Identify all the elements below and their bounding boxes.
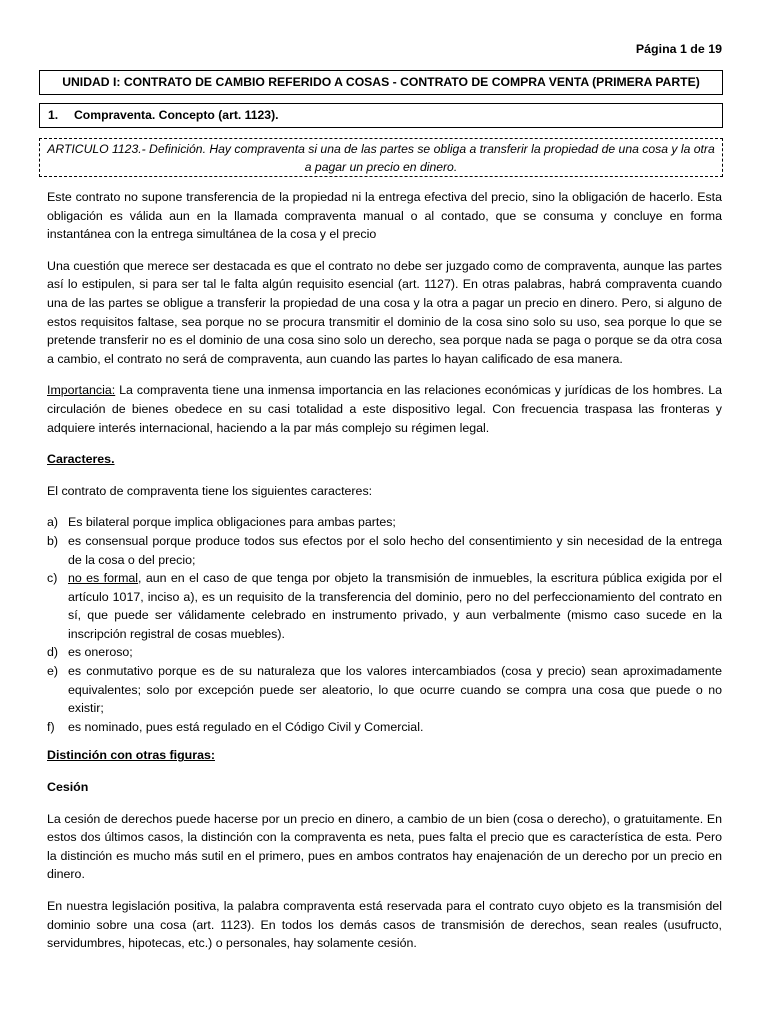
unit-title-box — [39, 70, 723, 95]
article-quote: ARTICULO 1123.- Definición. Hay compraventa si una de las partes se obliga a transferir la propiedad de una cosa y la otra a pagar un precio en dinero. — [47, 142, 715, 174]
list-letter: a) — [47, 515, 59, 530]
characters-list — [47, 513, 722, 736]
list-letter: d) — [47, 645, 59, 660]
list-item-underlined: no es formal — [68, 571, 139, 586]
list-item — [47, 662, 722, 718]
cesion-subheading: Cesión — [47, 780, 89, 795]
importancia-text: La compraventa tiene una inmensa importancia en las relaciones económicas y jurídicas de los hombres. La circulación de bienes obedece en su casi totalidad a este dispositivo legal. Con frecuencia traspasa las fronteras y adquiere interés internacional, haciendo a la par más complejo su régimen legal. — [47, 383, 722, 435]
page-number: Página 1 de 19 — [635, 42, 722, 56]
caracteres-intro: El contrato de compraventa tiene los siguientes caracteres: — [47, 483, 373, 498]
section-label: Compraventa. Concepto (art. 1123). — [74, 108, 279, 122]
list-item-text: , aun en el caso de que tenga por objeto la transmisión de inmuebles, la escritura pública exigida por el artículo 1017, inciso a), es un requisito de la transferencia del dominio, pero no del perfeccionamiento del contrato en sí, que puede ser válidamente celebrado en instrumento privado, y aun verbalmente (mismo caso sucede en la inscripción registral de cosas muebles). — [68, 571, 722, 641]
list-item-text: Es bilateral porque implica obligaciones para ambas partes; — [68, 515, 396, 530]
list-item — [47, 569, 722, 643]
list-item-text: es oneroso; — [68, 645, 133, 660]
list-item-text: es nominado, pues está regulado en el Código Civil y Comercial. — [68, 719, 424, 734]
list-letter: e) — [47, 664, 59, 679]
distincion-heading: Distinción con otras figuras: — [47, 748, 215, 763]
list-item — [47, 643, 722, 662]
list-letter: c) — [47, 571, 58, 586]
unit-title: UNIDAD I: CONTRATO DE CAMBIO REFERIDO A COSAS - CONTRATO DE COMPRA VENTA (PRIMERA PARTE) — [62, 75, 700, 89]
section-number: 1. — [48, 108, 59, 122]
article-quote-box — [39, 138, 723, 177]
section-heading-box — [39, 103, 723, 128]
document-body — [47, 188, 722, 966]
list-item — [47, 718, 722, 737]
caracteres-heading: Caracteres. — [47, 452, 115, 467]
list-item — [47, 513, 722, 532]
paragraph: En nuestra legislación positiva, la palabra compraventa está reservada para el contrato cuyo objeto es la transmisión del dominio sobre una cosa (art. 1123). En todos los demás casos de transmisión de derechos, sean reales (usufructo, servidumbres, hipotecas, etc.) o personales, hay solamente cesión. — [47, 899, 722, 951]
paragraph: Este contrato no supone transferencia de la propiedad ni la entrega efectiva del precio, sino la obligación de hacerlo. Esta obligación es válida aun en la llamada compraventa manual o al contado, que se consuma y concluye en forma instantánea con la entrega simultánea de la cosa y el precio — [47, 190, 722, 242]
importancia-label: Importancia: — [47, 383, 116, 398]
list-item-text: es consensual porque produce todos sus efectos por el solo hecho del consentimiento y sin necesidad de la entrega de la cosa o del precio; — [68, 533, 722, 567]
list-letter: f) — [47, 719, 55, 734]
importancia-paragraph — [47, 381, 722, 437]
list-item-text: es conmutativo porque es de su naturaleza que los valores intercambiados (cosa y precio) sean aproximadamente equivalentes; solo por excepción puede ser aleatorio, lo que ocurre cuando se compra una cosa que puede o no existir; — [68, 664, 722, 716]
distincion-heading-wrap — [47, 746, 722, 765]
paragraph: La cesión de derechos puede hacerse por un precio en dinero, a cambio de un bien (cosa o derecho), o gratuitamente. En estos dos últimos casos, la distinción con la compraventa es neta, pues falta el precio que es característica de esta. Pero la distinción es mucho más sutil en el primero, pues en ambos contratos hay enajenación de un derecho por un precio en dinero. — [47, 811, 722, 882]
list-item — [47, 532, 722, 569]
paragraph: Una cuestión que merece ser destacada es que el contrato no debe ser juzgado como de compraventa, aunque las partes así lo estipulen, si para ser tal le falta algún requisito esencial (art. 1127). En otras palabras, habrá compraventa cuando una de las partes se obligue a transferir la propiedad de una cosa y la otra a pagar un precio en dinero. Pero, si alguno de estos requisitos faltase, sea porque no se procura transmitir el dominio de la cosa sino solo su uso, sea porque lo que se pretende transferir no es el dominio de una cosa sino solo un derecho, sea porque nada se paga o porque se da otra cosa a cambio, el contrato no será de compraventa, aun cuando las partes lo hayan calificado de esa manera. — [47, 258, 722, 366]
list-letter: b) — [47, 533, 59, 548]
